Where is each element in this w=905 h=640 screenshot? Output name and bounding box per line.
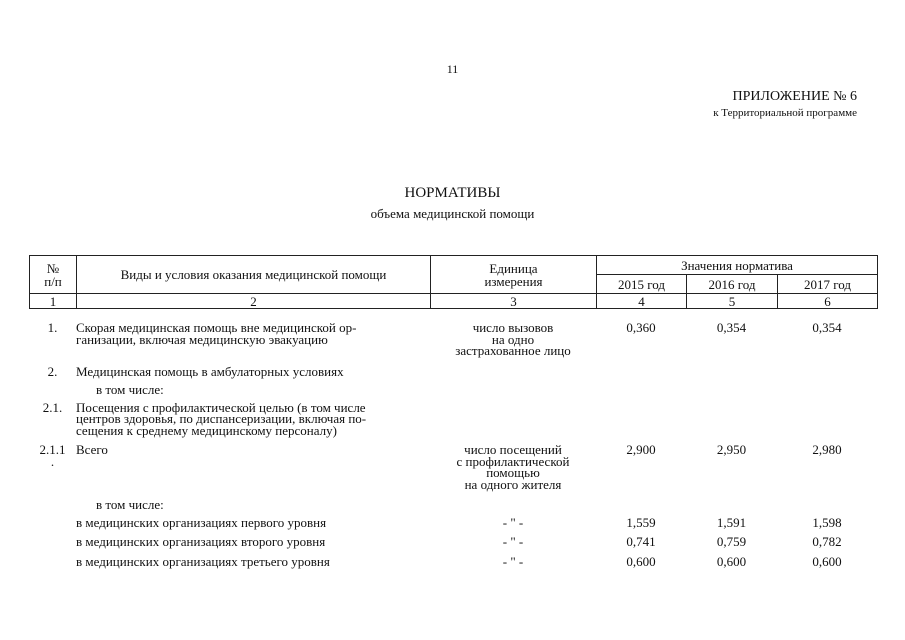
- row-unit: [430, 381, 596, 400]
- row-unit: число вызовов на одно застрахованное лицо: [455, 320, 571, 358]
- row-unit: [430, 400, 596, 443]
- document-subtitle: объема медицинской помощи: [370, 206, 535, 221]
- row-value-2015: 0,600: [626, 553, 656, 569]
- row-value-2016: [686, 363, 777, 382]
- row-number: [29, 496, 76, 515]
- row-unit: число посещений с профилактической помощью на одного жителя: [456, 442, 570, 492]
- row-value-2017: [777, 363, 877, 382]
- row-number: 1.: [47, 320, 58, 335]
- row-value-2016: [686, 496, 777, 515]
- row-number: [29, 534, 76, 554]
- row-number: 2.: [47, 363, 58, 379]
- column-number: 4: [597, 294, 687, 309]
- row-value-2017: 2,980: [812, 442, 842, 457]
- table-row: [29, 496, 877, 515]
- row-description: Всего: [76, 442, 108, 457]
- row-value-2016: [686, 381, 777, 400]
- row-value-2017: 0,354: [812, 320, 842, 335]
- row-value-2016: 1,591: [716, 514, 747, 530]
- norms-table-body: [29, 320, 877, 573]
- row-value-2016: 2,950: [716, 442, 747, 457]
- row-value-2016: 0,354: [716, 320, 747, 335]
- row-unit: [430, 363, 596, 382]
- row-value-2016: 0,600: [716, 553, 747, 569]
- header-year-2016: 2016 год: [687, 275, 778, 294]
- row-value-2017: [777, 496, 877, 515]
- row-unit: [430, 496, 596, 515]
- table-row: [29, 534, 877, 554]
- appendix-title: ПРИЛОЖЕНИЕ № 6: [732, 89, 857, 104]
- column-number: 2: [77, 294, 431, 309]
- header-types: Виды и условия оказания медицинской помощи: [77, 256, 431, 294]
- row-value-2017: [777, 400, 877, 443]
- table-row: [29, 442, 877, 496]
- row-number: [29, 515, 76, 535]
- table-row: [29, 320, 877, 363]
- norms-table-header: [29, 255, 878, 309]
- column-number: 6: [778, 294, 878, 309]
- row-value-2015: 1,559: [626, 514, 656, 530]
- row-unit: - " -: [502, 553, 524, 569]
- row-value-2016: 0,759: [716, 534, 747, 549]
- row-value-2015: [596, 381, 686, 400]
- row-value-2015: [596, 363, 686, 382]
- row-value-2015: 0,741: [626, 534, 656, 549]
- row-number: 2.1.1 .: [39, 442, 66, 469]
- header-year-2017: 2017 год: [778, 275, 878, 294]
- row-description: в медицинских организациях третьего уровня: [76, 553, 330, 569]
- column-number: 3: [431, 294, 597, 309]
- page-number: 11: [446, 62, 459, 76]
- row-value-2016: [686, 400, 777, 443]
- row-description: Медицинская помощь в амбулаторных условиях: [76, 363, 344, 379]
- header-year-2015: 2015 год: [597, 275, 687, 294]
- row-value-2017: 0,782: [812, 534, 842, 549]
- header-number: № п/п: [30, 256, 77, 294]
- row-number: 2.1.: [42, 399, 63, 415]
- column-number: 5: [687, 294, 778, 309]
- row-value-2017: 1,598: [812, 514, 842, 530]
- row-description: Посещения с профилактической целью (в том числе центров здоровья, по диспансеризации, включая по- сещения к среднему медицинскому персоналу): [76, 399, 367, 438]
- table-row: [29, 554, 877, 574]
- row-number: [29, 381, 76, 400]
- row-description: в медицинских организациях второго уровня: [76, 534, 326, 549]
- row-value-2017: 0,600: [812, 553, 842, 569]
- header-unit: Единица измерения: [431, 256, 597, 294]
- header-values-group: Значения норматива: [597, 256, 878, 275]
- row-description: в медицинских организациях первого уровня: [76, 514, 327, 530]
- table-row: [29, 515, 877, 535]
- column-number: 1: [30, 294, 77, 309]
- row-value-2015: [596, 496, 686, 515]
- document-title: НОРМАТИВЫ: [404, 185, 501, 201]
- appendix-subtitle: к Территориальной программе: [713, 107, 857, 119]
- table-row: [29, 381, 877, 400]
- table-row: [29, 400, 877, 443]
- row-description: в том числе:: [96, 497, 164, 512]
- row-unit: - " -: [502, 514, 524, 530]
- row-value-2017: [777, 381, 877, 400]
- row-description: в том числе:: [96, 382, 164, 397]
- row-unit: - " -: [502, 534, 524, 549]
- table-row: [29, 363, 877, 382]
- row-value-2015: 2,900: [626, 442, 656, 457]
- row-description: Скорая медицинская помощь вне медицинской ор- ганизации, включая медицинскую эвакуацию: [76, 320, 357, 347]
- row-value-2015: 0,360: [626, 320, 656, 335]
- row-value-2015: [596, 400, 686, 443]
- row-number: [29, 554, 76, 574]
